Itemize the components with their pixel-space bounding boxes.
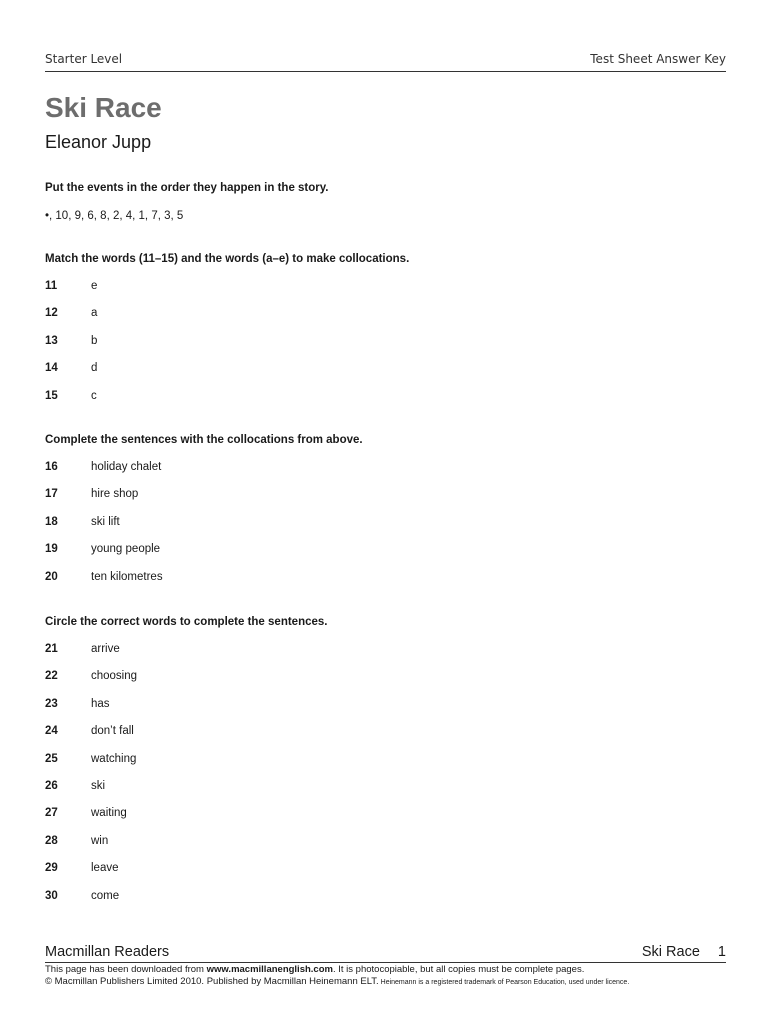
answer-text: ten kilometres [91,570,163,583]
question-number: 19 [45,543,58,556]
answer-row [45,487,726,514]
page-number: 1 [717,944,726,960]
level-label: Starter Level [45,52,123,66]
answer-text: win [91,834,109,847]
section-order-events [45,181,726,223]
series-name: Macmillan Readers [45,944,170,960]
question-number: 26 [45,779,58,792]
answer-text: holiday chalet [91,461,162,473]
question-number: 20 [45,570,58,583]
answer-text: hire shop [91,488,139,501]
question-number: 24 [45,725,58,738]
answer-row [45,752,726,779]
download-suffix: . It is photocopiable, but all copies must be complete pages. [332,964,585,975]
question-number: 14 [45,362,58,375]
answer-text: choosing [91,670,138,683]
page-header [45,52,726,72]
question-number: 13 [45,334,58,347]
answer-row [45,889,726,916]
answer-row [45,806,726,833]
footer-bar [45,944,726,963]
answer-text: arrive [91,643,120,655]
answer-text: watching [91,752,137,765]
section-instruction: Complete the sentences with the collocations from above. [45,434,363,446]
footer-right [642,944,726,960]
question-number: 25 [45,752,58,765]
answer-row [45,724,726,751]
answer-row [45,779,726,806]
section-instruction: Match the words (11–15) and the words (a–e) to make collocations. [45,253,410,265]
author-name: Eleanor Jupp [45,132,152,152]
answer-row [45,361,726,388]
website-link[interactable]: www.macmillanenglish.com [206,964,333,975]
question-number: 29 [45,862,58,875]
question-number: 18 [45,515,58,528]
answer-row [45,279,726,306]
answer-row [45,669,726,696]
answer-row [45,460,726,487]
answer-text: leave [91,862,119,875]
question-number: 11 [45,280,58,292]
question-number: 15 [45,389,58,402]
answer-text: has [91,697,110,710]
section-instruction: Circle the correct words to complete the sentences. [45,616,328,628]
section-collocations-match [45,252,726,416]
answer-list [45,279,726,416]
question-number: 22 [45,670,58,683]
answer-text: c [91,389,97,402]
answer-row [45,697,726,724]
answer-row [45,515,726,542]
question-number: 30 [45,889,58,902]
answer-text: b [91,334,98,347]
question-number: 27 [45,807,58,820]
answer-text: e [91,280,98,292]
answer-text: come [91,889,120,902]
download-note [45,964,726,975]
answer-row [45,334,726,361]
doc-type-label: Test Sheet Answer Key [590,52,726,66]
answer-text: don’t fall [91,725,134,738]
section-circle-words [45,615,726,916]
question-number: 17 [45,488,58,501]
answer-list [45,460,726,597]
answer-row [45,389,726,416]
answer-text: a [91,307,98,320]
question-number: 23 [45,697,58,710]
question-number: 12 [45,307,58,320]
answer-list [45,642,726,916]
answer-row [45,570,726,597]
section-complete-sentences [45,433,726,597]
page-title: Ski Race [45,92,162,123]
question-number: 16 [45,461,58,473]
answer-text: ski [91,779,106,792]
answer-row [45,642,726,669]
question-number: 28 [45,834,58,847]
answer-text: d [91,362,98,375]
download-prefix: This page has been downloaded from [45,964,207,975]
copyright-note [45,976,726,988]
trademark-text: Heinemann is a registered trademark of Pearson Education, used under licence. [378,979,630,986]
answer-row [45,542,726,569]
copyright-text: © Macmillan Publishers Limited 2010. Published by Macmillan Heinemann ELT. [45,976,379,987]
answer-text: young people [91,543,161,556]
answer-row [45,861,726,888]
answer-text: ski lift [91,515,120,528]
book-title: Ski Race [641,944,700,960]
answer-text: waiting [91,807,127,820]
section-instruction: Put the events in the order they happen in the story. [45,182,329,194]
answer-row [45,306,726,333]
question-number: 21 [45,643,58,655]
answer-row [45,834,726,861]
event-sequence: •, 10, 9, 6, 8, 2, 4, 1, 7, 3, 5 [45,210,184,222]
page-footer [45,944,726,988]
